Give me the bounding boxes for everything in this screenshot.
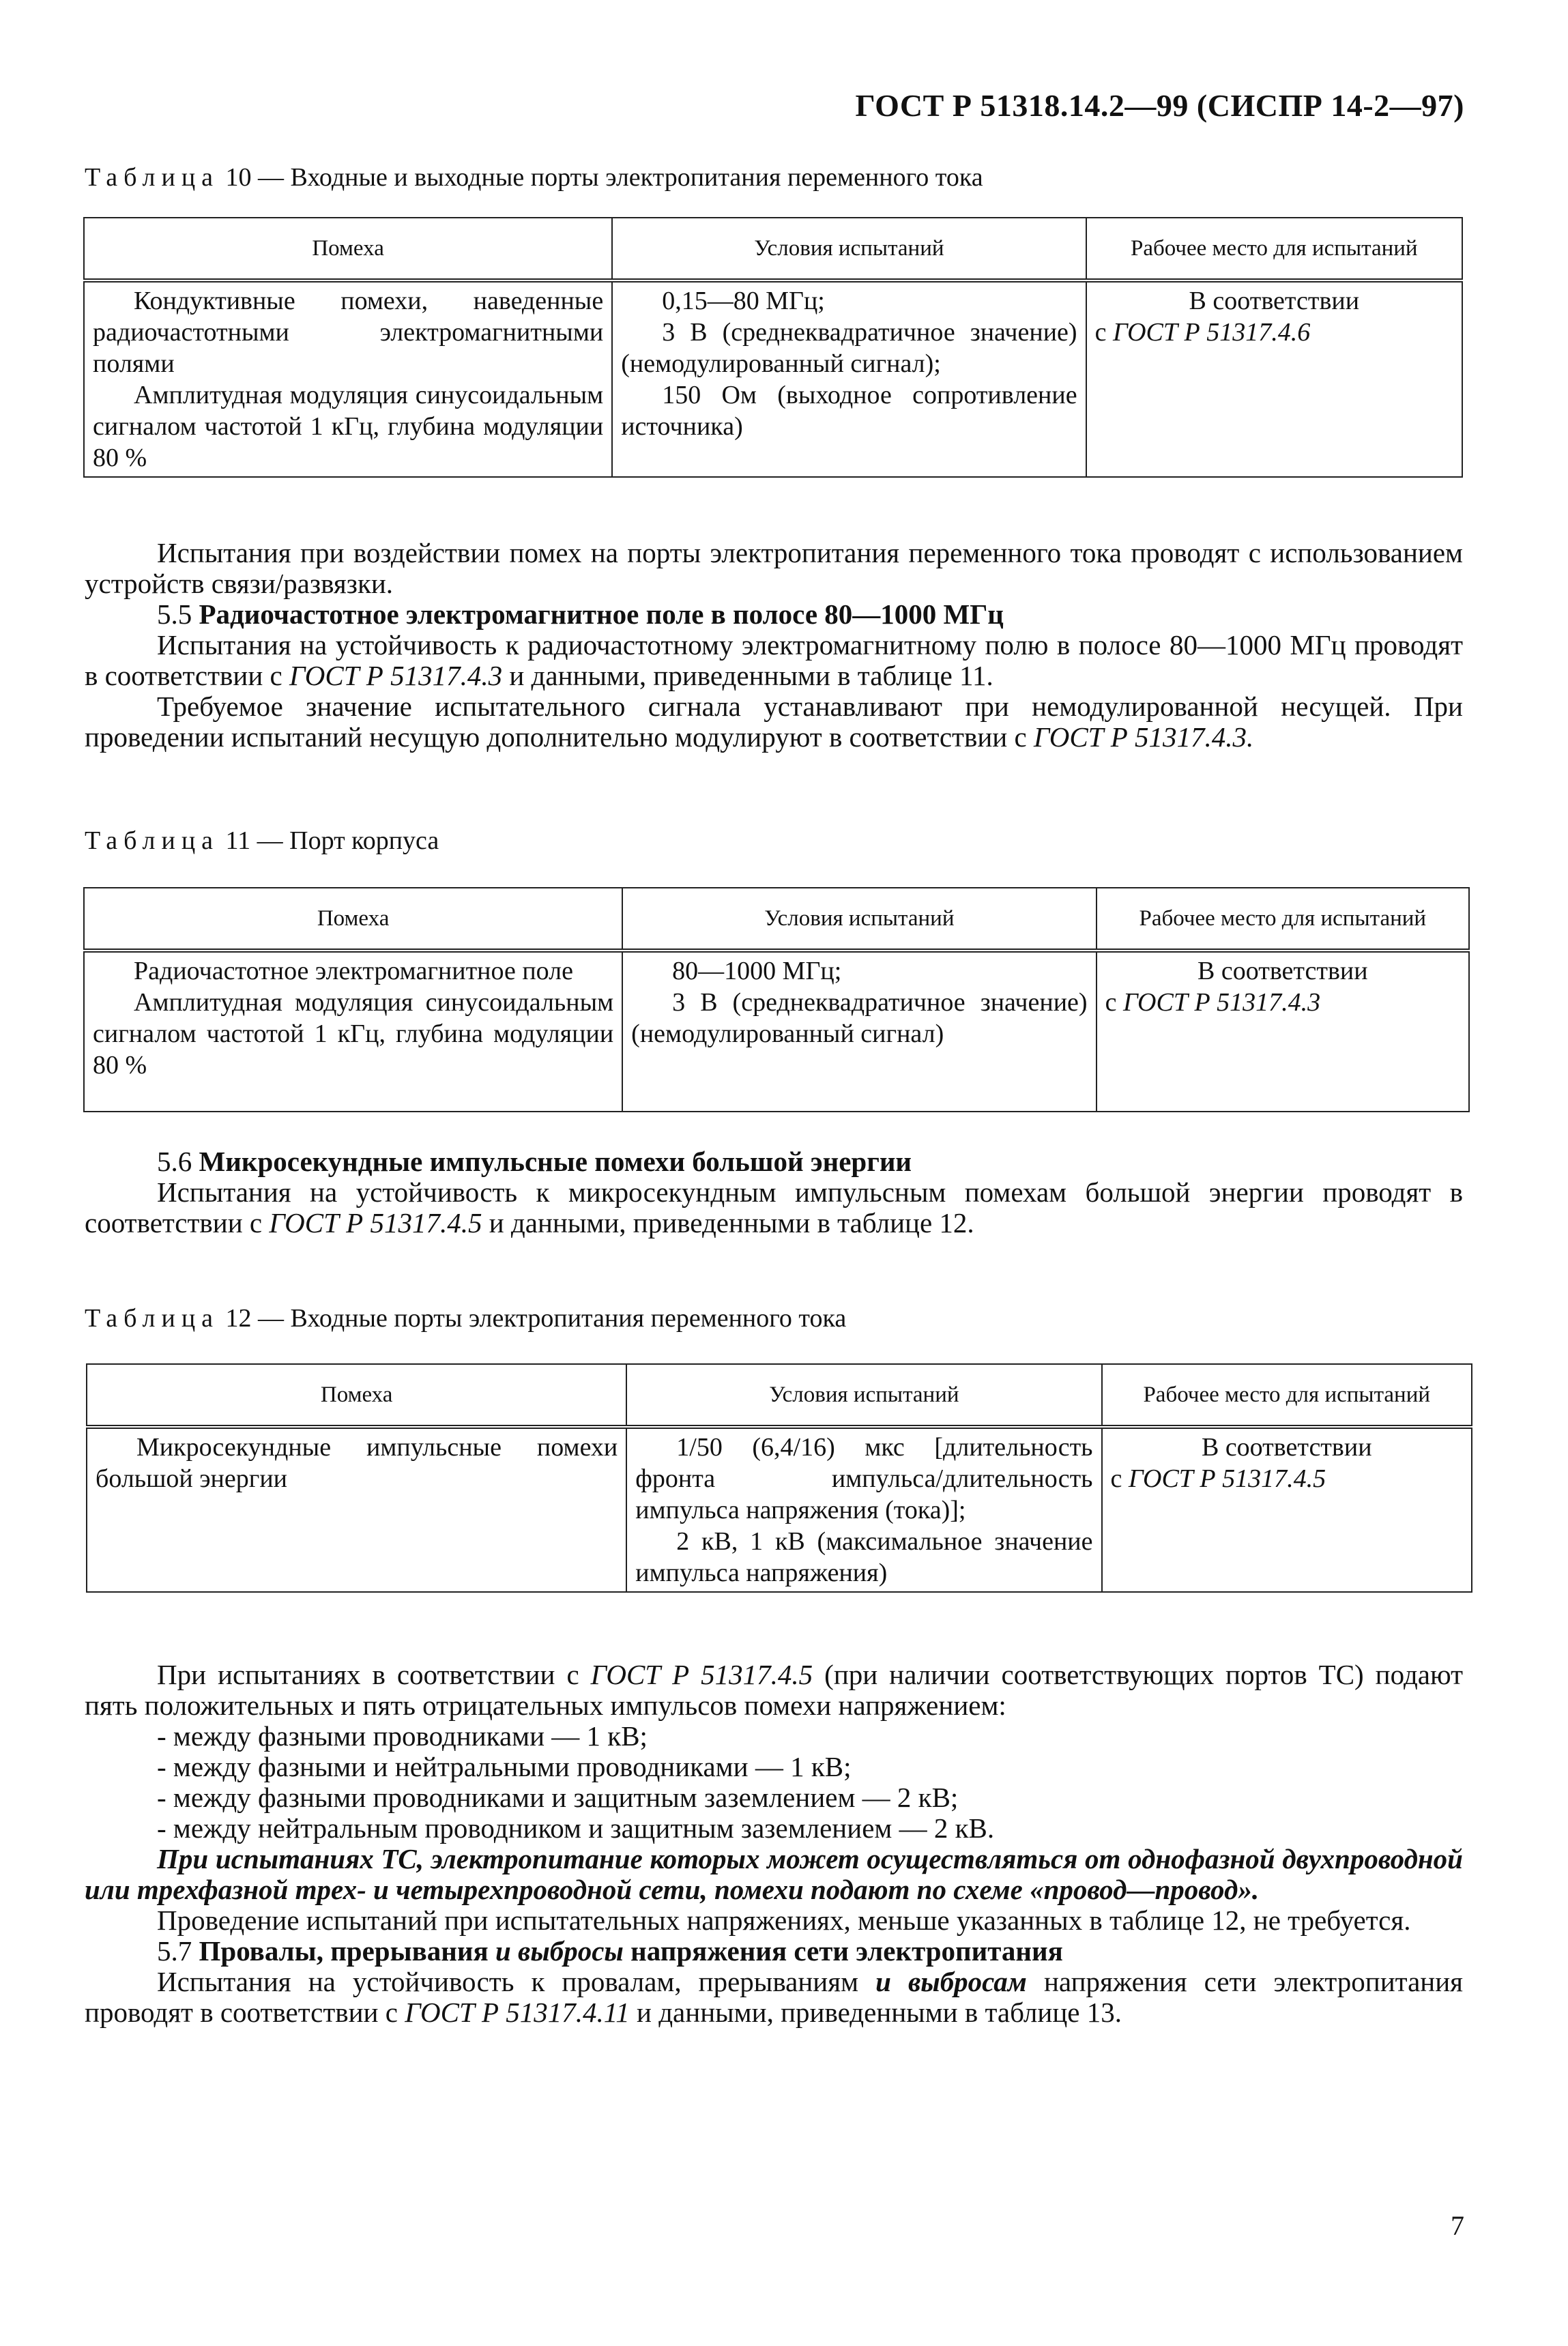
standard-reference: ГОСТ Р 51317.4.3 [289, 660, 503, 691]
list-item: - между нейтральным проводником и защитным заземлением — 2 кВ. [157, 1812, 995, 1844]
list-item: - между фазными проводниками — 1 кВ; [157, 1720, 648, 1752]
standard-reference: ГОСТ Р 51317.4.5 [269, 1207, 482, 1239]
standard-reference: ГОСТ Р 51317.4.6 [1112, 318, 1311, 347]
table-cell: 0,15—80 МГц; 3 В (среднеквадратичное значение) (немодулированный сигнал); 150 Ом (выходное сопротивление источника) [612, 280, 1086, 477]
page-number: 7 [1451, 2210, 1464, 2241]
paragraph: Требуемое значение испытательного сигнала устанавливают при немодулированной несущей. При проведении испытаний несущую дополнительно модулируют в соответствии с ГОСТ Р 51317.4.3. [85, 691, 1463, 753]
table11-caption-text: 11 — Порт корпуса [225, 826, 439, 855]
table-cell: В соответствии с ГОСТ Р 51317.4.3 [1097, 951, 1469, 1112]
paragraph: Испытания на устойчивость к микросекундным импульсным помехам большой энергии проводят в соответствии с ГОСТ Р 51317.4.5 и данными, приведенными в таблице 12. [85, 1176, 1463, 1239]
standard-reference: ГОСТ Р 51317.4.5 [590, 1659, 813, 1690]
column-header: Рабочее место для испытаний [1086, 218, 1462, 280]
table-row [84, 951, 1469, 1112]
standard-reference: ГОСТ Р 51317.4.11 [405, 1997, 630, 2028]
text-block-3 [85, 1660, 1463, 2028]
section-heading-5-6: 5.6 Микросекундные импульсные помехи большой энергии [157, 1146, 912, 1177]
paragraph: Испытания на устойчивость к провалам, прерываниям и выбросам напряжения сети электропитания проводят в соответствии с ГОСТ Р 51317.4.11 и данными, приведенными в таблице 13. [85, 1966, 1464, 2028]
table-cell: 1/50 (6,4/16) мкс [длительность фронта импульса/длительность импульса напряжения (тока)]; 2 кВ, 1 кВ (максимальное значение импульса напряжения) [626, 1427, 1101, 1592]
list-item: - между фазными и нейтральными проводниками — 1 кВ; [157, 1751, 852, 1782]
table10-caption-text: 10 — Входные и выходные порты электропитания переменного тока [225, 163, 983, 192]
paragraph: Испытания при воздействии помех на порты электропитания переменного тока проводят с использованием устройств связи/развязки. [85, 537, 1463, 599]
list-item: - между фазными проводниками и защитным заземлением — 2 кВ; [157, 1782, 959, 1813]
table10-header-row [84, 218, 1462, 280]
text-block-1 [85, 538, 1463, 753]
table-cell: 80—1000 МГц; 3 В (среднеквадратичное значение) (немодулированный сигнал) [622, 951, 1096, 1112]
text-block-2 [85, 1146, 1463, 1239]
table-cell: В соответствии с ГОСТ Р 51317.4.6 [1086, 280, 1462, 477]
section-heading-5-5: 5.5 Радиочастотное электромагнитное поле в полосе 80—1000 МГц [157, 598, 1004, 630]
table12-caption [85, 1303, 846, 1333]
table-label: Таблица [85, 826, 220, 855]
table12 [86, 1363, 1472, 1593]
table-row [87, 1427, 1472, 1592]
table11 [83, 887, 1470, 1112]
document-header: ГОСТ Р 51318.14.2—99 (СИСПР 14-2—97) [855, 88, 1464, 123]
column-header: Помеха [87, 1364, 626, 1427]
paragraph: Испытания на устойчивость к радиочастотному электромагнитному полю в полосе 80—1000 МГц проводят в соответствии с ГОСТ Р 51317.4.3 и данными, приведенными в таблице 11. [85, 629, 1463, 691]
table-cell: Радиочастотное электромагнитное поле Амплитудная модуляция синусоидальным сигналом частотой 1 кГц, глубина модуляции 80 % [84, 951, 622, 1112]
italic-note: При испытаниях ТС, электропитание которых может осуществляться от однофазной двухпроводной или трехфазной трех- и четырехпроводной сети, помехи подают по схеме «провод—провод». [85, 1843, 1463, 1905]
paragraph: Проведение испытаний при испытательных напряжениях, меньше указанных в таблице 12, не требуется. [157, 1905, 1411, 1936]
table-cell: В соответствии с ГОСТ Р 51317.4.5 [1102, 1427, 1472, 1592]
standard-reference: ГОСТ Р 51317.4.5 [1128, 1464, 1326, 1493]
table-row [84, 280, 1462, 477]
table-label: Таблица [85, 163, 220, 192]
paragraph: При испытаниях в соответствии с ГОСТ Р 51317.4.5 (при наличии соответствующих портов ТС) подают пять положительных и пять отрицательных импульсов помехи напряжением: [85, 1659, 1464, 1721]
column-header: Рабочее место для испытаний [1102, 1364, 1472, 1427]
table10 [83, 217, 1463, 478]
column-header: Помеха [84, 218, 612, 280]
standard-reference: ГОСТ Р 51317.4.3 [1122, 988, 1321, 1017]
table-label: Таблица [85, 1304, 220, 1333]
column-header: Условия испытаний [626, 1364, 1101, 1427]
section-heading-5-7: 5.7 Провалы, прерывания и выбросы напряжения сети электропитания [157, 1935, 1063, 1967]
column-header: Условия испытаний [612, 218, 1086, 280]
table11-header-row [84, 888, 1469, 951]
standard-reference: ГОСТ Р 51317.4.3. [1033, 721, 1254, 753]
column-header: Рабочее место для испытаний [1097, 888, 1469, 951]
column-header: Помеха [84, 888, 622, 951]
table11-caption [85, 826, 439, 856]
table-cell: Кондуктивные помехи, наведенные радиочастотными электромагнитными полями Амплитудная модуляция синусоидальным сигналом частотой 1 кГц, глубина модуляции 80 % [84, 280, 612, 477]
table12-caption-text: 12 — Входные порты электропитания переменного тока [225, 1304, 847, 1333]
table-cell: Микросекундные импульсные помехи большой энергии [87, 1427, 626, 1592]
table10-caption [85, 162, 983, 192]
table12-header-row [87, 1364, 1472, 1427]
column-header: Условия испытаний [622, 888, 1096, 951]
